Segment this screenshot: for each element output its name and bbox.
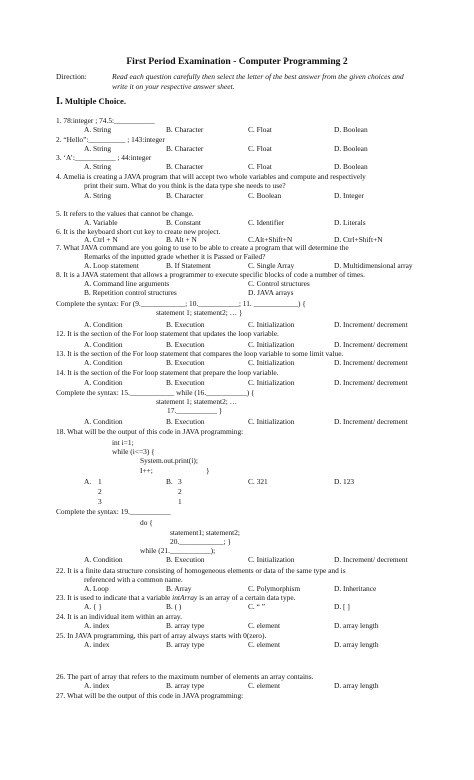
choice-option: D. Multidimensional array [334,261,413,270]
choice-option: A. Loop statement [84,261,139,270]
choice-option: C. Initialization [248,417,295,426]
choice-option: C. Initialization [248,320,295,329]
choice-option: C. Single Array [248,261,295,270]
choice-value: 1 [178,497,182,506]
choice-option: C. Initialization [248,358,295,367]
variable-name: intArray [172,593,198,602]
question-line: System.out.print(i); [140,456,198,465]
question-line: Complete the syntax: 15.____________ while (16.___________) { [56,388,255,397]
choice-option: D. Increment/ decrement [334,358,408,367]
choice-option: D. Increment/ decrement [334,320,408,329]
question-line: } [206,466,210,475]
choice-option: A. Condition [84,358,123,367]
choice-value: 3 [98,497,102,506]
choice-option: C. Float [248,125,272,134]
section-heading [56,96,126,107]
question-line: 8. It is a JAVA statement that allows a programmer to execute specific blocks of code a number of times. [56,270,366,279]
choice-option: A. Condition [84,417,123,426]
choice-value: 2 [178,487,182,496]
question-line: Complete the syntax: For (9.____________; 10.___________; 11. ____________) { [56,299,306,308]
choice-option: B. array type [166,640,205,649]
question-line: int i=1; [112,438,134,447]
choice-option: D. Boolean [334,144,368,153]
choice-value: 1 [98,477,102,486]
choice-option: A. Condition [84,340,123,349]
choice-option: C. element [248,640,281,649]
question-line: 3. ‘A’:___________ ; 44:integer [56,153,152,162]
question-line: 27. What will be the output of this code in JAVA programming: [56,691,244,700]
question-line: I++; [140,466,153,475]
choice-option: C. Boolean [248,191,282,200]
question-line: statement1; statement2; [170,528,240,537]
choice-option: A. [84,477,92,486]
choice-option: C. Identifier [248,218,285,227]
question-line: 5. It refers to the values that cannot be change. [56,209,194,218]
question-line: 20.____________; } [170,537,232,546]
question-line: 7. What JAVA command are you going to use to be able to create a program that will determine the [56,243,349,252]
choice-option: A. Loop [84,584,109,593]
question-line: 22. It is a finite data structure consisting of homogeneous elements or data of the same type and is [56,566,346,575]
choice-option: B. Character [166,162,204,171]
choice-option: C. Float [248,162,272,171]
choice-option: B. [166,477,173,486]
choice-option: A. { } [84,602,102,611]
direction-text: Read each question carefully then select the letter of the best answer from the given choices and write it on your respective answer sheet. [112,72,404,91]
choice-option: D. Boolean [334,162,368,171]
question-line: Remarks of the inputted grade whether it is Passed or Failed? [84,252,266,261]
question-line: while (21.___________); [140,546,216,555]
choice-option: B. Repetition control structures [84,288,177,297]
question-line: 18. What will be the output of this code in JAVA programming: [56,427,244,436]
question-line: 26. The part of array that refers to the maximum number of elements an array contains. [56,672,314,681]
choice-option: A. index [84,640,110,649]
choice-option: B. Character [166,125,204,134]
choice-option: C. “ ” [248,602,266,611]
choice-option: A. index [84,681,110,690]
choice-option: D. JAVA arrays [248,288,294,297]
choice-option: B. Character [166,191,204,200]
choice-option: D. Inheritance [334,584,377,593]
choice-option: A. Variable [84,218,118,227]
choice-option: C. element [248,621,281,630]
question-line: referenced with a common name. [84,575,183,584]
choice-option: B. Constant [166,218,201,227]
choice-option: A. Condition [84,378,123,387]
choice-option: A. Condition [84,320,123,329]
question-line: 25. In JAVA programming, this part of array always starts with 0(zero). [56,631,267,640]
choice-option: B. If Statement [166,261,211,270]
choice-option: B. Execution [166,378,205,387]
choice-option: D. array length [334,640,379,649]
choice-option: B. Execution [166,358,205,367]
direction-label: Direction: [56,72,87,81]
choice-option: B. Array [166,584,192,593]
question-line: 4. Amelia is creating a JAVA program that will accept two whole variables and compute and respectively [56,172,366,181]
choice-option: D. Increment/ decrement [334,378,408,387]
choice-option: C.Alt+Shift+N [248,235,293,244]
choice-option: C. Control structures [248,279,310,288]
choice-option: D. Increment/ decrement [334,555,408,564]
choice-option: B. Alt + N [166,235,197,244]
choice-option: B. Execution [166,417,205,426]
choice-option: C. Initialization [248,555,295,564]
choice-option: C. Initialization [248,340,295,349]
question-line: do { [140,518,153,527]
choice-option: B. array type [166,621,205,630]
question-line: 12. It is the section of the For loop statement that updates the loop variable. [56,329,279,338]
choice-value: 3 [178,477,182,486]
choice-option: D. 123 [334,477,355,486]
choice-option: D. Increment/ decrement [334,340,408,349]
choice-option: C. Polymorphism [248,584,301,593]
choice-option: D. array length [334,681,379,690]
choice-option: C. 321 [248,477,268,486]
choice-option: D. Literals [334,218,366,227]
question-line: statement 1; statement2; … [156,397,238,406]
choice-option: B. Execution [166,340,205,349]
choice-option: A. Command line arguments [84,279,170,288]
choice-option: B. Execution [166,555,205,564]
question-line: 13. It is the section of the For loop statement that compares the loop variable to some limit value. [56,349,344,358]
question-line: statement 1; statement2; … } [156,308,243,317]
question-line: 2. “Hello”:__________ ; 143:integer [56,135,165,144]
choice-option: A. index [84,621,110,630]
section-numeral: I. [56,96,63,107]
choice-option: D. Ctrl+Shift+N [334,235,383,244]
question-line: print their sum. What do you think is the data type she needs to use? [84,181,286,190]
question-line: 1. 78:integer ; 74.5:___________ [56,116,155,125]
exam-title: First Period Examination - Computer Programming 2 [126,56,348,67]
choice-option: A. String [84,144,112,153]
choice-option: C. element [248,681,281,690]
choice-option: A. String [84,125,112,134]
question-line: 17.___________ } [167,406,223,415]
choice-option: A. String [84,162,112,171]
choice-option: A. Condition [84,555,123,564]
choice-option: B. array type [166,681,205,690]
choice-option: C. Float [248,144,272,153]
choice-option: D. [ ] [334,602,350,611]
question-line: 24. It is an individual item within an array. [56,612,182,621]
choice-option: D. Integer [334,191,364,200]
choice-option: D. array length [334,621,379,630]
question-line: 14. It is the section of the For loop statement that prepare the loop variable. [56,368,279,377]
question-line: Complete the syntax: 19.___________ [56,507,171,516]
choice-option: D. Increment/ decrement [334,417,408,426]
choice-option: B. Character [166,144,204,153]
choice-option: A. String [84,191,112,200]
question-line: 6. It is the keyboard short cut key to create new project. [56,227,221,236]
choice-option: C. Initialization [248,378,295,387]
choice-option: A. Ctrl + N [84,235,118,244]
section-title: Multiple Choice. [64,96,126,106]
choice-option: D. Boolean [334,125,368,134]
choice-option: B. Execution [166,320,205,329]
question-line: while (i<=3) { [112,447,155,456]
question-line: 23. It is used to indicate that a variable intArray is an array of a certain data type. [56,593,296,602]
choice-option: B. ( ) [166,602,182,611]
choice-value: 2 [98,487,102,496]
